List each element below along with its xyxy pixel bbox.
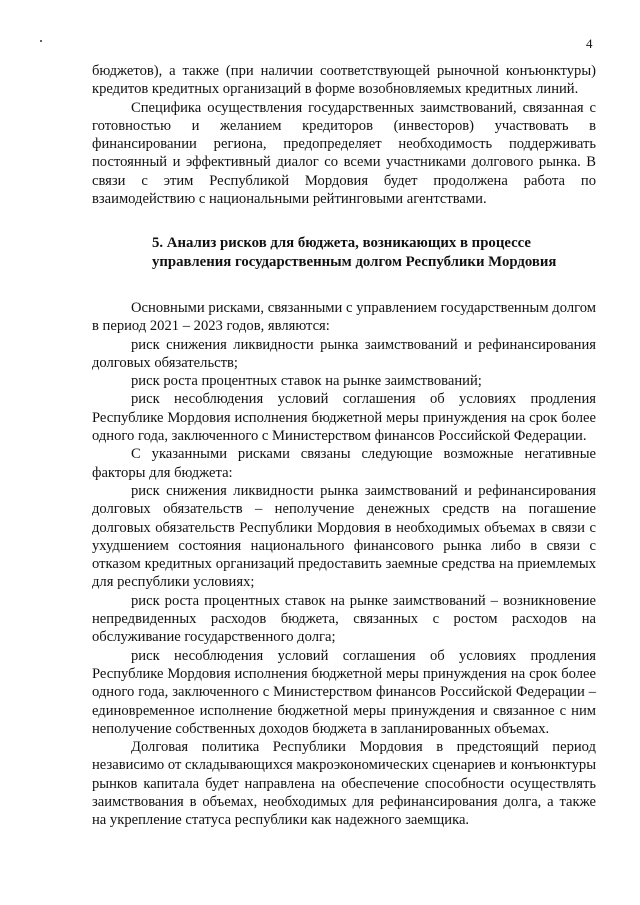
page-number: 4 [586, 36, 593, 51]
paragraph-main-risks-intro: Основными рисками, связанными с управлением государственным долгом в период 2021 – 2023 годов, являются: [92, 299, 596, 335]
paragraph-continuation: бюджетов), а также (при наличии соответствующей рыночной конъюнктуры) кредитов кредитных организаций в форме возобновляемых кредитных линий. [92, 63, 596, 98]
paragraph-negative-factors-intro: С указанными рисками связаны следующие возможные негативные факторы для бюджета: [92, 446, 596, 481]
paragraph-factor-rates: риск роста процентных ставок на рынке заимствований – возникновение непредвиденных расходов бюджета, связанных с ростом расходов на обслуживание государственного долга; [92, 592, 596, 646]
section-heading [92, 234, 596, 271]
paragraph-debt-policy: Долговая политика Республики Мордовия в предстоящий период независимо от складывающихся макроэкономических сценариев и конъюнктуры рынков капитала будет направлена на обеспечение способности осуществлять заимствования в объемах, необходимых для рефинансирования долга, а также на укрепление статуса республики как надежного заемщика. [92, 739, 596, 829]
paragraph-borrowing-specifics: Специфика осуществления государственных заимствований, связанная с готовностью и желанием кредиторов (инвесторов) участвовать в финансировании региона, предопределяет необходимость поддерживать постоянный и эффективный диалог со всеми участниками долгового рынка. В связи с этим Республикой Мордовия будет продолжена работа по взаимодействию с национальными рейтинговыми агентствами. [92, 99, 596, 208]
paragraph-factor-agreement: риск несоблюдения условий соглашения об условиях продления Республике Мордовия исполнения бюджетной меры принуждения на срок более одного года, заключенного с Министерством финансов Российской Федерации – единовременное исполнение бюджетной меры принуждения и связанное с ним неполучение собственных доходов бюджета в запланированных объемах. [92, 647, 596, 737]
scan-dot [40, 40, 42, 42]
paragraph-risk-agreement: риск несоблюдения условий соглашения об условиях продления Республике Мордовия исполнения бюджетной меры принуждения на срок более одного года, заключенного с Министерством финансов Российской Федерации. [92, 391, 596, 445]
document-body [92, 62, 596, 830]
section-heading-line-2: управления государственным долгом Республики Мордовия [152, 253, 557, 270]
paragraph-risk-liquidity: риск снижения ликвидности рынка заимствований и рефинансирования долговых обязательств; [92, 336, 596, 371]
paragraph-risk-rates: риск роста процентных ставок на рынке заимствований; [131, 373, 482, 390]
paragraph-factor-liquidity: риск снижения ликвидности рынка заимствований и рефинансирования долговых обязательств – неполучение денежных средств на погашение долговых обязательств Республики Мордовия в необходимых объемах в связи с ухудшением состояния национального финансового рынка либо в связи с отказом кредитных организаций предоставить заемные средства на приемлемых для республики условиях; [92, 482, 596, 591]
section-heading-line-1: 5. Анализ рисков для бюджета, возникающих в процессе [152, 235, 531, 252]
